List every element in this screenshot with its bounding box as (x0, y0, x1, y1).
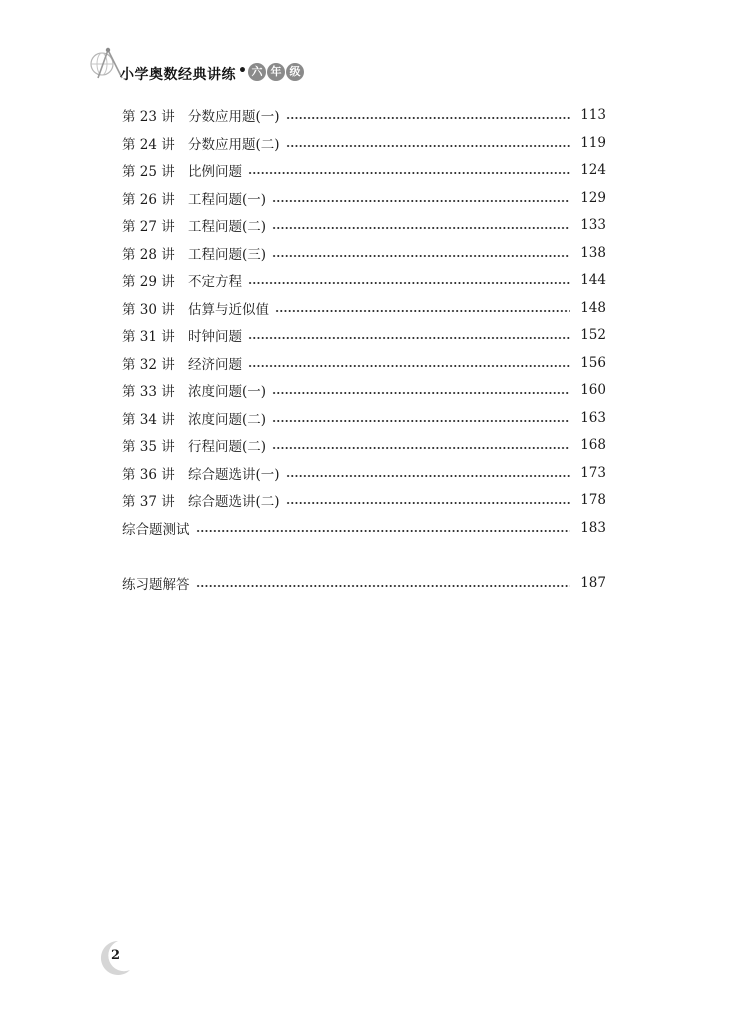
lecture-number: 第 25 讲 (122, 164, 175, 180)
toc-row (122, 242, 606, 264)
toc-row (122, 269, 606, 291)
toc-row (122, 489, 606, 511)
toc-row (122, 297, 606, 319)
lecture-number: 第 28 讲 (122, 246, 175, 263)
lecture-title: 时钟问题 (188, 329, 242, 345)
toc-row (122, 214, 606, 236)
lecture-title: 比例问题 (188, 164, 242, 180)
lecture-title: 综合题选讲(二) (188, 494, 280, 510)
dot-leader (272, 255, 570, 257)
page-ref: 187 (580, 575, 606, 591)
page-ref: 129 (580, 189, 606, 206)
grade-char: 级 (286, 63, 304, 81)
page-ref: 119 (580, 134, 606, 151)
section-title: 综合题测试 (122, 521, 190, 538)
page-number: 2 (111, 948, 121, 963)
lecture-number: 第 37 讲 (122, 494, 175, 510)
lecture-number: 第 27 讲 (122, 219, 175, 235)
page-ref: 160 (580, 382, 606, 398)
dot-leader (248, 365, 570, 367)
toc-row-answers (122, 572, 606, 594)
page-ref: 152 (580, 327, 606, 343)
toc-row (122, 434, 606, 456)
page-ref: 163 (580, 409, 606, 426)
page-ref: 148 (580, 299, 606, 316)
page-ref: 138 (580, 244, 606, 261)
lecture-title: 工程问题(三) (188, 246, 267, 263)
lecture-title: 分数应用题(一) (188, 109, 280, 125)
lecture-title: 综合题选讲(一) (188, 466, 280, 483)
lecture-number: 第 32 讲 (122, 356, 175, 373)
dot-leader (272, 227, 570, 229)
lecture-title: 浓度问题(一) (188, 384, 267, 400)
lecture-number: 第 23 讲 (122, 109, 175, 125)
dot-leader (272, 447, 570, 449)
title-separator: • (238, 63, 247, 79)
toc-row-test (122, 517, 606, 539)
lecture-title: 估算与近似值 (188, 301, 269, 318)
lecture-title: 分数应用题(二) (188, 136, 280, 153)
page-ref: 144 (580, 272, 606, 288)
toc-row (122, 104, 606, 126)
lecture-number: 第 30 讲 (122, 301, 175, 318)
lecture-number: 第 26 讲 (122, 191, 175, 208)
lecture-title: 经济问题 (188, 356, 242, 373)
lecture-number: 第 36 讲 (122, 466, 175, 483)
toc-row (122, 462, 606, 484)
page-ref: 178 (580, 492, 606, 508)
lecture-number: 第 33 讲 (122, 384, 175, 400)
page-ref: 183 (580, 519, 606, 536)
page-ref: 133 (580, 217, 606, 233)
lecture-title: 行程问题(二) (188, 439, 267, 455)
lecture-title: 浓度问题(二) (188, 411, 267, 428)
running-header (88, 44, 348, 92)
toc-row (122, 159, 606, 181)
grade-char: 六 (248, 63, 266, 81)
page-ref: 113 (580, 107, 606, 123)
lecture-title: 不定方程 (188, 274, 242, 290)
grade-char: 年 (267, 63, 285, 81)
dot-leader (272, 200, 570, 202)
page-ref: 124 (580, 162, 606, 178)
grade-badge (248, 63, 304, 81)
lecture-title: 工程问题(二) (188, 219, 267, 235)
toc-row (122, 132, 606, 154)
toc-row (122, 379, 606, 401)
page-footer (96, 938, 136, 978)
dot-leader (275, 310, 570, 312)
dot-leader (196, 530, 571, 532)
dot-leader (286, 117, 570, 119)
dot-leader (286, 145, 570, 147)
page-ref: 168 (580, 437, 606, 453)
lecture-number: 第 24 讲 (122, 136, 175, 153)
toc-row (122, 187, 606, 209)
dot-leader (196, 585, 571, 587)
dot-leader (286, 502, 570, 504)
lecture-title: 工程问题(一) (188, 191, 267, 208)
dot-leader (248, 337, 570, 339)
dot-leader (286, 475, 570, 477)
book-title: 小学奥数经典讲练 (120, 67, 236, 83)
toc-row (122, 324, 606, 346)
dot-leader (272, 392, 570, 394)
lecture-number: 第 31 讲 (122, 329, 175, 345)
dot-leader (272, 420, 570, 422)
lecture-number: 第 35 讲 (122, 439, 175, 455)
toc-row (122, 352, 606, 374)
page-ref: 173 (580, 464, 606, 481)
dot-leader (248, 282, 570, 284)
toc-row (122, 407, 606, 429)
lecture-number: 第 34 讲 (122, 411, 175, 428)
section-title: 练习题解答 (122, 577, 190, 593)
dot-leader (248, 172, 570, 174)
page-ref: 156 (580, 354, 606, 371)
lecture-number: 第 29 讲 (122, 274, 175, 290)
